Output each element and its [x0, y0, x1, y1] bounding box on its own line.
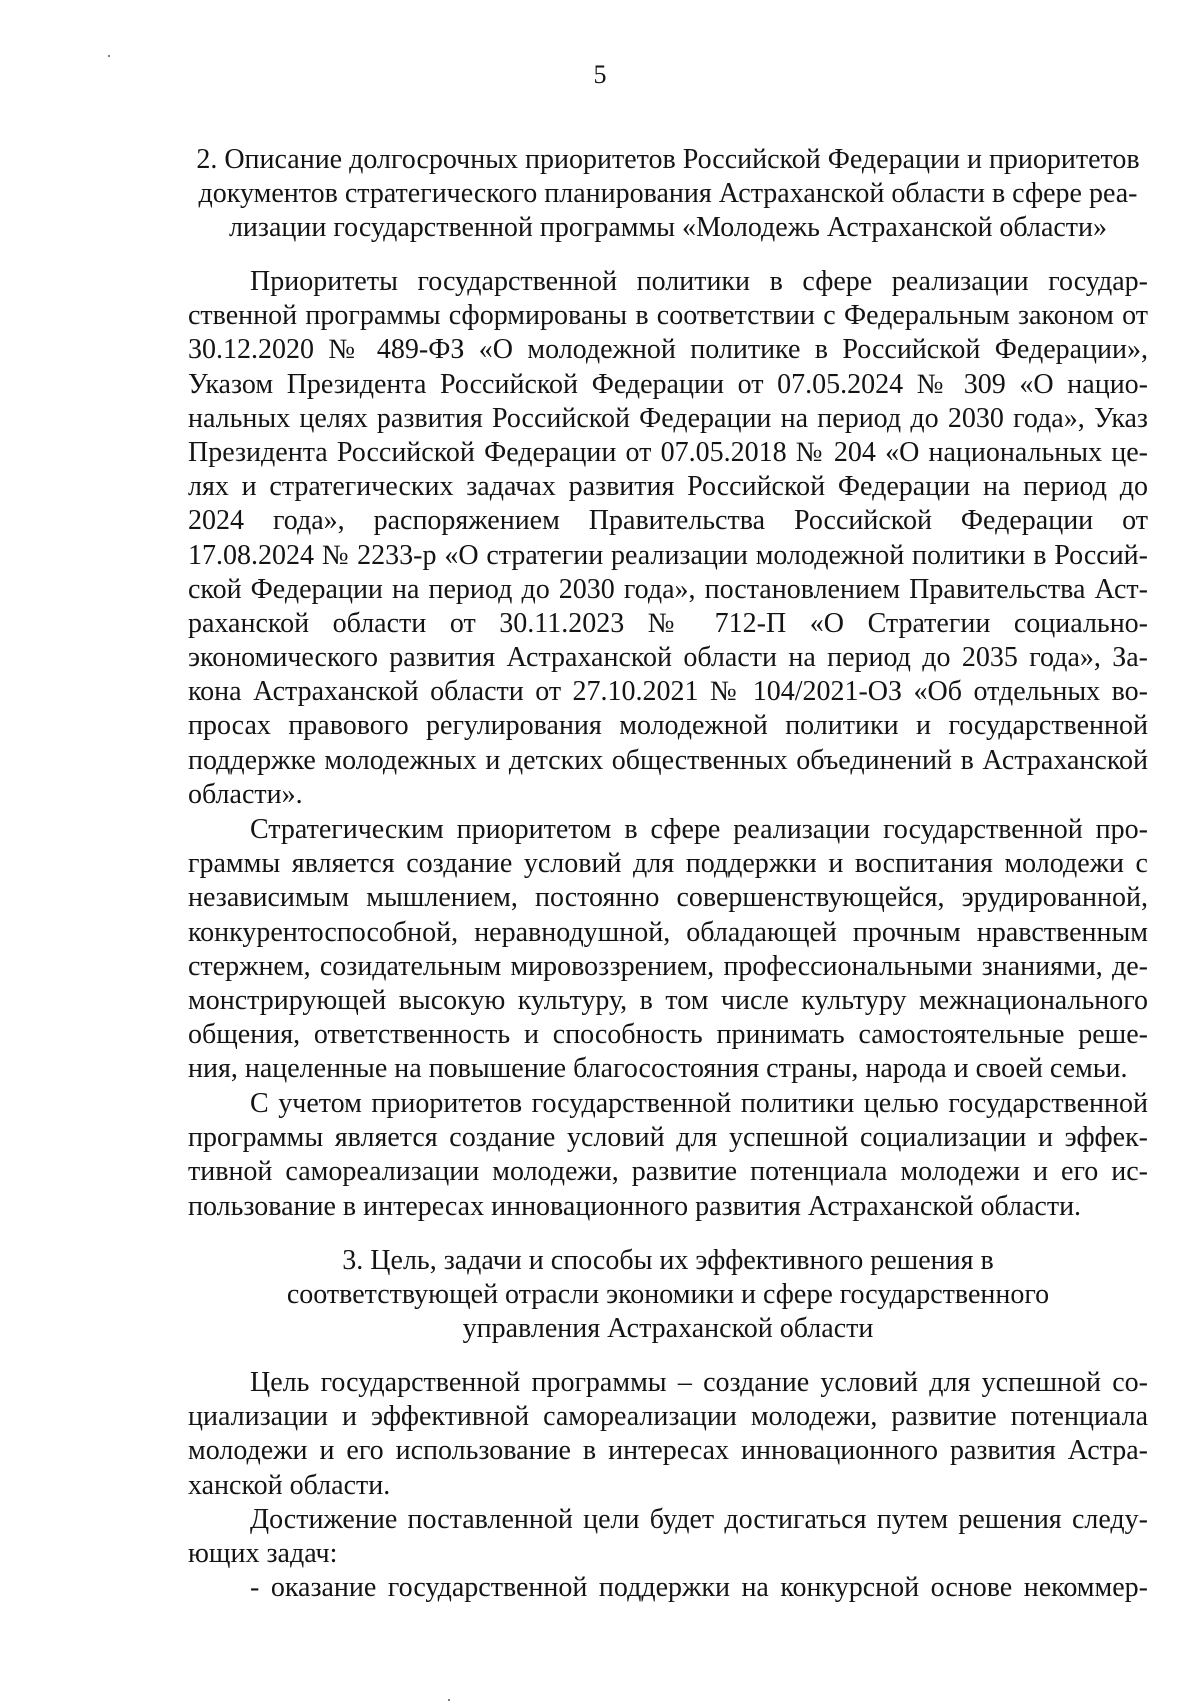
text-line: лях и стратегических задачах развития Российской Федерации на период до [188, 471, 1148, 503]
text-line: нальных целях развития Российской Федерации на период до 2030 года», Указ [188, 402, 1148, 434]
text-line: независимым мышлением, постоянно совершенствующейся, эрудированной, [188, 882, 1148, 914]
text-line: Достижение поставленной цели будет достигаться путем решения следу- [250, 1504, 1148, 1535]
text-line: раханской области от 30.11.2023 № 712-П «О Стратегии социально- [188, 607, 1148, 639]
text-line: Стратегическим приоритетом в сфере реализации государственной про- [250, 814, 1148, 845]
section-2-paragraph-1 [188, 265, 1148, 812]
heading-line: лизации государственной программы «Молодежь Астраханской области» [228, 212, 1108, 244]
text-line: С учетом приоритетов государственной политики целью государственной [250, 1088, 1148, 1119]
text-line: пользование в интересах инновационного развития Астраханской области. [188, 1190, 1082, 1222]
text-line: поддержке молодежных и детских общественных объединений в Астраханской [188, 744, 1148, 776]
section-3-paragraph-2 [188, 1503, 1148, 1571]
text-line: стержнем, созидательным мировоззрением, профессиональными знаниями, де- [188, 950, 1148, 982]
section-3-heading [188, 1244, 1148, 1347]
scan-speck [108, 55, 110, 57]
list-item: - оказание государственной поддержки на конкурсной основе некоммер- [250, 1572, 1148, 1603]
text-line: ской Федерации на период до 2030 года», постановлением Правительства Аст- [188, 573, 1148, 605]
section-2-paragraph-3 [188, 1087, 1148, 1224]
heading-line: управления Астраханской области [462, 1313, 874, 1345]
heading-line: документов стратегического планирования Астраханской области в сфере реа- [198, 178, 1138, 210]
scan-speck [448, 1699, 450, 1701]
text-line: ханской области. [188, 1469, 391, 1501]
heading-line: 2. Описание долгосрочных приоритетов Российской Федерации и приоритетов [196, 144, 1140, 175]
text-line: общения, ответственность и способность принимать самостоятельные реше- [188, 1019, 1148, 1051]
text-line: области». [188, 778, 303, 810]
text-line: ственной программы сформированы в соответствии с Федеральным законом от [188, 300, 1148, 332]
text-line: экономического развития Астраханской области на период до 2035 года», За- [188, 642, 1148, 674]
heading-line: 3. Цель, задачи и способы их эффективного решения в [342, 1245, 994, 1276]
text-line: 17.08.2024 № 2233-р «О стратегии реализации молодежной политики в Россий- [188, 539, 1148, 571]
text-line: тивной самореализации молодежи, развитие потенциала молодежи и его ис- [188, 1156, 1148, 1188]
text-line: Приоритеты государственной политики в сфере реализации государ- [250, 266, 1148, 297]
text-line: программы является создание условий для успешной социализации и эффек- [188, 1122, 1148, 1154]
text-line: молодежи и его использование в интересах инновационного развития Астра- [188, 1435, 1148, 1467]
heading-line: соответствующей отрасли экономики и сфере государственного [286, 1279, 1050, 1311]
page-number: 5 [593, 60, 607, 89]
text-line: циализации и эффективной самореализации молодежи, развитие потенциала [188, 1401, 1148, 1433]
text-line: 2024 года», распоряжением Правительства Российской Федерации от [188, 505, 1148, 537]
section-3-paragraph-1 [188, 1366, 1148, 1503]
section-2-paragraph-2 [188, 813, 1148, 1087]
text-line: граммы является создание условий для поддержки и воспитания молодежи с [188, 848, 1148, 880]
text-line: ющих задач: [188, 1538, 338, 1570]
text-line: Цель государственной программы – создание условий для успешной со- [250, 1367, 1148, 1398]
section-2-heading [188, 143, 1148, 246]
section-3-list-item-1 [188, 1571, 1148, 1605]
text-line: 30.12.2020 № 489-ФЗ «О молодежной политике в Российской Федерации», [188, 334, 1148, 366]
text-line: кона Астраханской области от 27.10.2021 № 104/2021-ОЗ «Об отдельных во- [188, 676, 1148, 708]
text-line: ния, нацеленные на повышение благосостояния страны, народа и своей семьи. [188, 1053, 1128, 1085]
text-line: просах правового регулирования молодежной политики и государственной [188, 710, 1148, 742]
text-line: Указом Президента Российской Федерации от 07.05.2024 № 309 «О нацио- [188, 368, 1148, 400]
text-line: монстрирующей высокую культуру, в том числе культуру межнационального [188, 984, 1148, 1016]
text-line: конкурентоспособной, неравнодушной, обладающей прочным нравственным [188, 916, 1148, 948]
text-line: Президента Российской Федерации от 07.05.2018 № 204 «О национальных це- [188, 436, 1148, 468]
